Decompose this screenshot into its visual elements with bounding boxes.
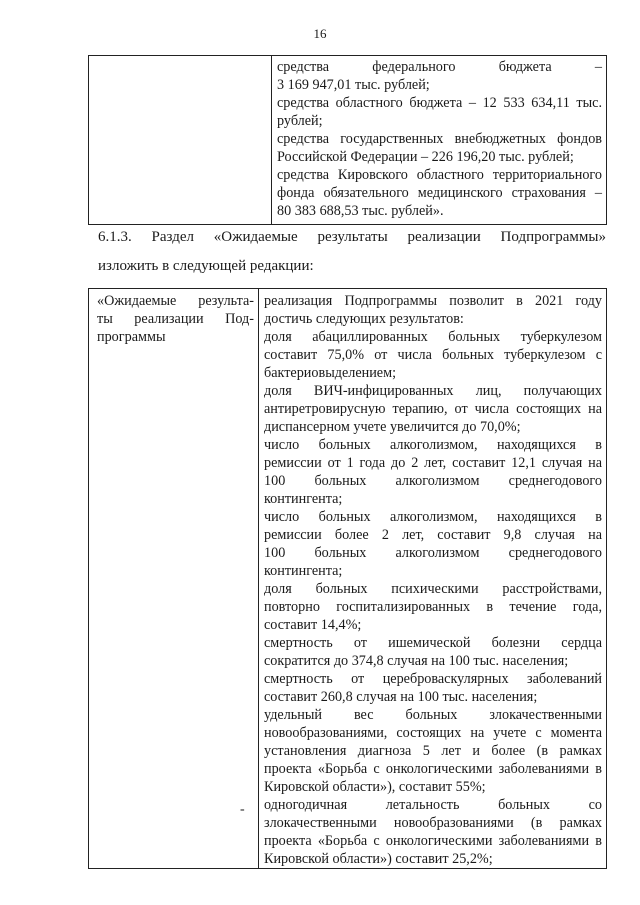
section-heading-continuation: изложить в следующей редакции: [98,258,314,274]
text-line: рублей; [277,113,323,129]
funding-table-left-cell [89,56,272,225]
result-line: Кировской области») составит 25,2%; [264,851,493,867]
result-line: смертность от цереброваскулярных заболеваний [264,671,602,687]
result-line: установления диагноза 5 лет и более (в рамках [264,743,602,759]
result-line: одногодичная летальность больных со [264,797,602,813]
label-line: ты реализации Под- [97,311,254,327]
result-line: ремиссии более 2 лет, составит 9,8 случая на [264,527,602,543]
result-line: повторно госпитализированных в течение года, [264,599,602,615]
text-line: Российской Федерации – 226 196,20 тыс. рублей; [277,149,574,165]
result-line: ремиссии от 1 года до 2 лет, составит 12,1 случая на [264,455,602,471]
result-line: антиретровирусную терапию, от числа состоящих на [264,401,602,417]
result-line: составит 260,8 случая на 100 тыс. населения; [264,689,538,705]
section-heading-paragraph: 6.1.3. Раздел «Ожидаемые результаты реализации Подпрограммы» [98,229,606,245]
result-line: диспансерном учете увеличится до 70,0%; [264,419,521,435]
result-line: удельный вес больных злокачественными [264,707,602,723]
result-line: Кировской области»), составит 55%; [264,779,486,795]
result-line: достичь следующих результатов: [264,311,464,327]
result-line: число больных алкоголизмом, находящихся в [264,509,602,525]
result-line: доля ВИЧ-инфицированных лиц, получающих [264,383,602,399]
funding-table [88,55,607,225]
text-line: средства государственных внебюджетных фондов [277,131,602,147]
result-line: 100 больных алкоголизмом среднегодового [264,545,602,561]
result-line: новообразованиями, состоящих на учете с момента [264,725,602,741]
stray-dash: - [240,802,245,817]
result-line: смертность от ишемической болезни сердца [264,635,602,651]
label-line: «Ожидаемые результа- [97,293,254,309]
result-line: реализация Подпрограммы позволит в 2021 году [264,293,602,309]
text-line: средства областного бюджета – 12 533 634,11 тыс. [277,95,602,111]
result-line: проекта «Борьба с онкологическими заболеваниями в [264,761,602,777]
result-line: 100 больных алкоголизмом среднегодового [264,473,602,489]
page-number: 16 [313,26,327,41]
result-line: составит 75,0% от числа больных туберкулезом с [264,347,602,363]
text-line: средства федерального бюджета – [277,59,602,75]
text-line: 80 383 688,53 тыс. рублей». [277,203,444,219]
result-line: доля абациллированных больных туберкулезом [264,329,602,345]
result-line: злокачественными новообразованиями (в рамках [264,815,602,831]
text-line: средства Кировского областного территориального [277,167,602,183]
result-line: контингента; [264,563,343,579]
result-line: составит 14,4%; [264,617,362,633]
expected-results-table [88,288,607,869]
result-line: проекта «Борьба с онкологическими заболеваниями в [264,833,602,849]
result-line: доля больных психическими расстройствами, [264,581,602,597]
text-line: 3 169 947,01 тыс. рублей; [277,77,430,93]
result-line: бактериовыделением; [264,365,397,381]
result-line: сократится до 374,8 случая на 100 тыс. населения; [264,653,569,669]
label-line: программы [97,329,166,345]
text-line: фонда обязательного медицинского страхования – [277,185,602,201]
result-line: контингента; [264,491,343,507]
results-content-cell [259,289,607,869]
results-label-cell [89,289,259,869]
funding-table-right-cell [272,56,607,225]
result-line: число больных алкоголизмом, находящихся в [264,437,602,453]
